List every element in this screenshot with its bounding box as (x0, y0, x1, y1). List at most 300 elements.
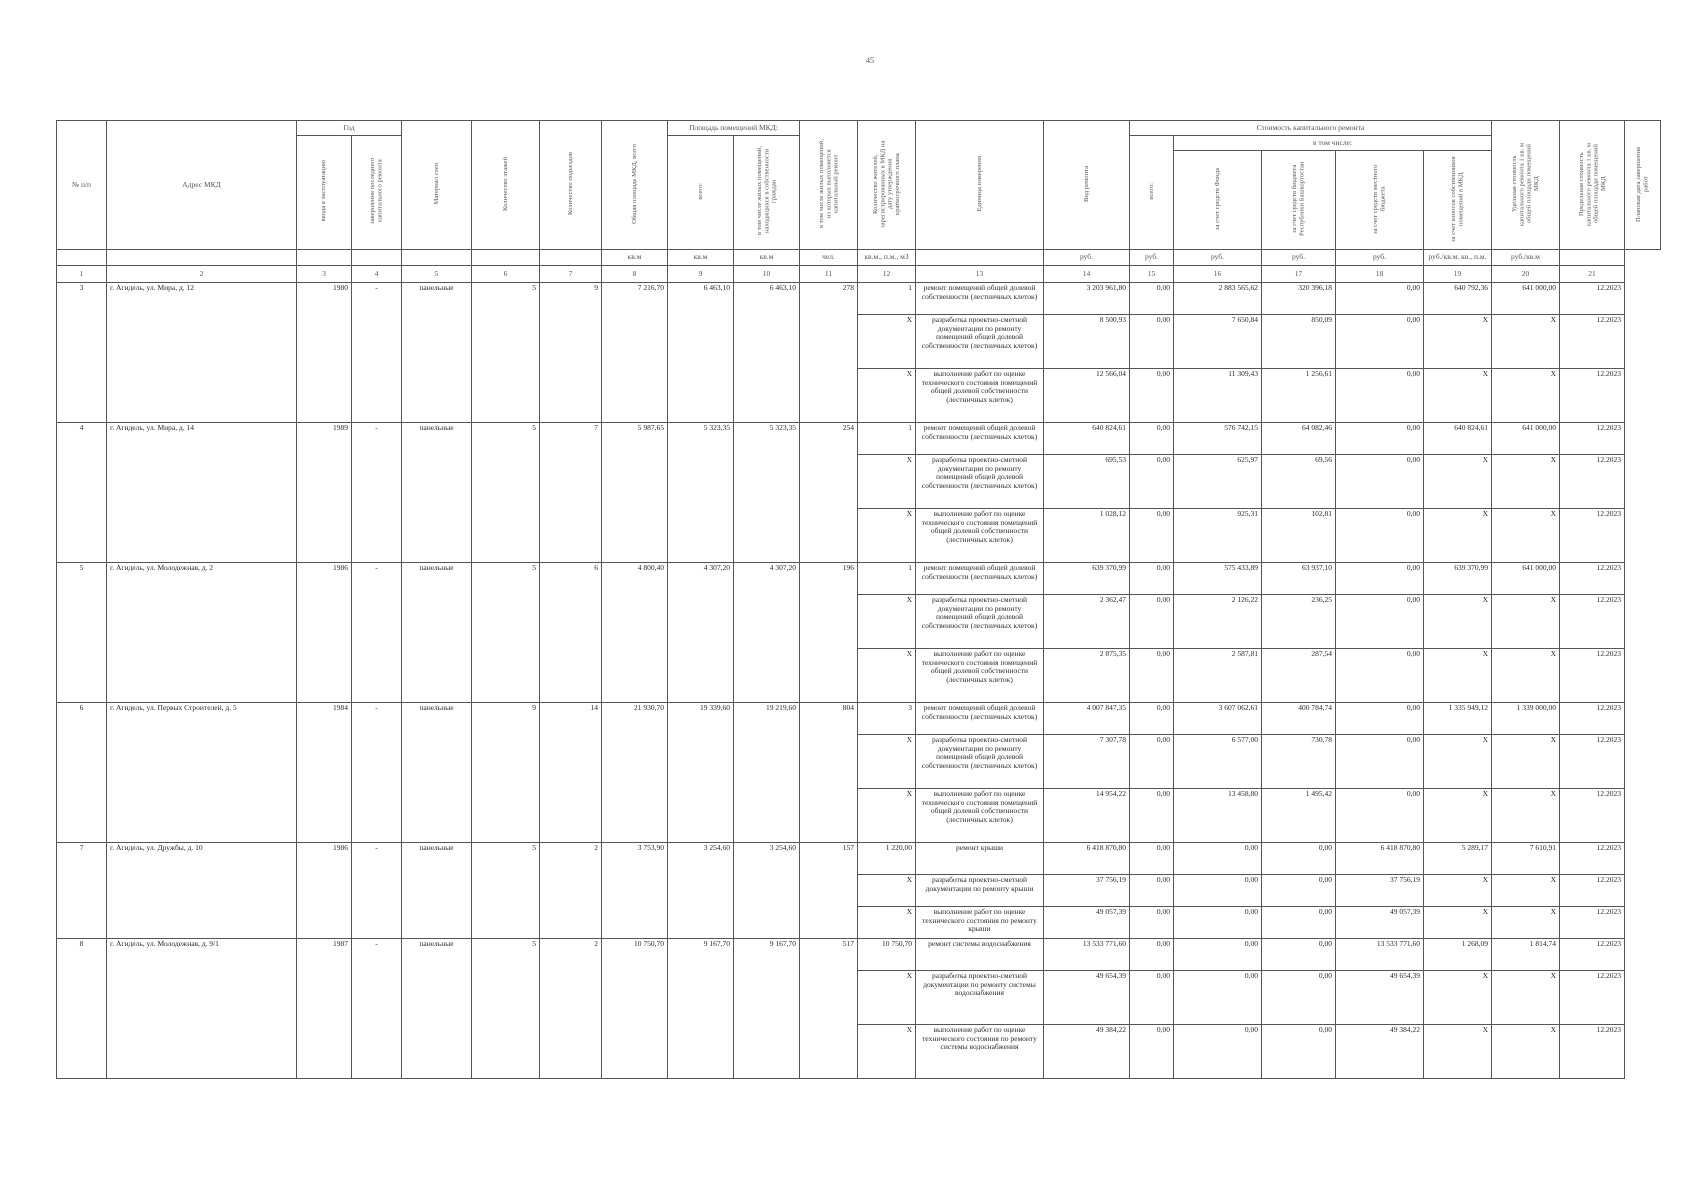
work-measure: 3 (858, 703, 916, 735)
column-number: 3 (297, 266, 352, 283)
cost-total: 4 007 847,35 (1044, 703, 1130, 735)
cost-owners: 49 057,39 (1336, 907, 1424, 939)
unit-cost: 1 268,09 (1424, 939, 1492, 971)
work-measure: X (858, 315, 916, 369)
cost-fund: 0,00 (1130, 315, 1174, 369)
column-number: 14 (1044, 266, 1130, 283)
max-cost: X (1492, 649, 1560, 703)
header-year-group: Год (297, 121, 402, 136)
premises-area: 3 254,60 (668, 843, 734, 939)
cost-local: 0,00 (1262, 1025, 1336, 1079)
header-address: Адрес МКД (107, 121, 297, 250)
work-kind: разработка проектно-сметной документации по ремонту помещений общей долевой собственности (лестничных клеток) (916, 735, 1044, 789)
cost-fund: 0,00 (1130, 649, 1174, 703)
cost-owners: 49 384,22 (1336, 1025, 1424, 1079)
cost-fund: 0,00 (1130, 875, 1174, 907)
cost-fund: 0,00 (1130, 789, 1174, 843)
building-address: г. Агидель, ул. Дружбы, д. 10 (107, 843, 297, 939)
cost-total: 7 307,78 (1044, 735, 1130, 789)
max-cost: 7 610,91 (1492, 843, 1560, 875)
floors-count: 5 (472, 563, 540, 703)
unit-cost: X (1424, 455, 1492, 509)
work-measure: 1 (858, 423, 916, 455)
cost-fund: 0,00 (1130, 1025, 1174, 1079)
cost-total: 639 370,99 (1044, 563, 1130, 595)
unit-cost: X (1424, 315, 1492, 369)
deadline-date: 12.2023 (1560, 455, 1625, 509)
residents-count: 278 (800, 283, 858, 423)
max-cost: X (1492, 789, 1560, 843)
building-address: г. Агидель, ул. Молодежная, д. 2 (107, 563, 297, 703)
cost-owners: 0,00 (1336, 789, 1424, 843)
cost-total: 14 954,22 (1044, 789, 1130, 843)
column-number: 7 (540, 266, 602, 283)
residential-area: 3 254,60 (734, 843, 800, 939)
cost-fund: 0,00 (1130, 563, 1174, 595)
entrances-count: 2 (540, 843, 602, 939)
entrances-count: 9 (540, 283, 602, 423)
deadline-date: 12.2023 (1560, 509, 1625, 563)
premises-area: 5 323,35 (668, 423, 734, 563)
deadline-date: 12.2023 (1560, 971, 1625, 1025)
cost-total: 8 500,93 (1044, 315, 1130, 369)
unit-cost: 639 370,99 (1424, 563, 1492, 595)
cost-republic: 0,00 (1174, 843, 1262, 875)
work-measure: X (858, 455, 916, 509)
total-area: 5 987,65 (602, 423, 668, 563)
work-measure: 1 220,00 (858, 843, 916, 875)
wall-material: панельные (402, 843, 472, 939)
unit-cell: руб. (1262, 250, 1336, 266)
work-measure: X (858, 971, 916, 1025)
work-measure: X (858, 875, 916, 907)
unit-cost: X (1424, 649, 1492, 703)
max-cost: X (1492, 595, 1560, 649)
column-number: 13 (916, 266, 1044, 283)
unit-cell: кв.м (602, 250, 668, 266)
work-kind: выполнение работ по оценке технического состояния помещений общей долевой собственности (лестничных клеток) (916, 789, 1044, 843)
cost-total: 640 824,61 (1044, 423, 1130, 455)
header-area-residents: в том числе жилых помещений, находящихся в собственности граждан (734, 136, 800, 250)
total-area: 7 216,70 (602, 283, 668, 423)
work-measure: X (858, 649, 916, 703)
cost-local: 0,00 (1262, 939, 1336, 971)
cost-local: 0,00 (1262, 971, 1336, 1025)
unit-cost: X (1424, 509, 1492, 563)
unit-cell: руб. (1174, 250, 1262, 266)
cost-owners: 6 418 870,80 (1336, 843, 1424, 875)
deadline-date: 12.2023 (1560, 315, 1625, 369)
building-number: 7 (57, 843, 107, 939)
work-kind: выполнение работ по оценке технического состояния по ремонту системы водоснабжения (916, 1025, 1044, 1079)
column-number: 21 (1560, 266, 1625, 283)
cost-republic: 625,97 (1174, 455, 1262, 509)
cost-republic: 575 433,89 (1174, 563, 1262, 595)
wall-material: панельные (402, 563, 472, 703)
unit-cost: 5 289,17 (1424, 843, 1492, 875)
residents-count: 196 (800, 563, 858, 703)
column-number: 11 (800, 266, 858, 283)
unit-cost: X (1424, 907, 1492, 939)
header-total-area: Общая площадь МКД, всего (602, 121, 668, 250)
header-year-repair: завершения последнего капитального ремонта (352, 136, 402, 250)
cost-total: 13 533 771,60 (1044, 939, 1130, 971)
cost-fund: 0,00 (1130, 283, 1174, 315)
year-repair: - (352, 563, 402, 703)
header-residents: Количество жителей, зарегистрированных в МКД на дату утверждения краткосрочного плана (858, 121, 916, 250)
cost-local: 0,00 (1262, 907, 1336, 939)
cost-fund: 0,00 (1130, 907, 1174, 939)
cost-republic: 2 126,22 (1174, 595, 1262, 649)
work-kind: ремонт системы водоснабжения (916, 939, 1044, 971)
cost-total: 12 566,04 (1044, 369, 1130, 423)
max-cost: X (1492, 735, 1560, 789)
header-cost-republic: за счет средств бюджета Республики Башкортостан (1262, 151, 1336, 250)
unit-cell: чел. (800, 250, 858, 266)
cost-owners: 0,00 (1336, 735, 1424, 789)
cost-total: 2 362,47 (1044, 595, 1130, 649)
cost-local: 320 396,18 (1262, 283, 1336, 315)
total-area: 4 800,40 (602, 563, 668, 703)
premises-area: 19 339,60 (668, 703, 734, 843)
repair-plan-table (56, 120, 1661, 1079)
premises-area: 6 463,10 (668, 283, 734, 423)
header-measure: Единица измерения (916, 121, 1044, 250)
cost-republic: 3 607 062,61 (1174, 703, 1262, 735)
cost-owners: 0,00 (1336, 369, 1424, 423)
header-entrances: Количество подъездов (540, 121, 602, 250)
max-cost: X (1492, 369, 1560, 423)
cost-owners: 0,00 (1336, 283, 1424, 315)
header-year-built: ввода в эксплуатацию (297, 136, 352, 250)
year-repair: - (352, 283, 402, 423)
cost-republic: 925,31 (1174, 509, 1262, 563)
cost-local: 63 937,10 (1262, 563, 1336, 595)
cost-fund: 0,00 (1130, 735, 1174, 789)
work-kind: ремонт помещений общей долевой собственности (лестничных клеток) (916, 283, 1044, 315)
cost-republic: 7 650,84 (1174, 315, 1262, 369)
deadline-date: 12.2023 (1560, 283, 1625, 315)
building-address: г. Агидель, ул. Первых Строителей, д. 5 (107, 703, 297, 843)
cost-owners: 0,00 (1336, 455, 1424, 509)
column-number: 16 (1174, 266, 1262, 283)
cost-republic: 576 742,15 (1174, 423, 1262, 455)
floors-count: 5 (472, 939, 540, 1079)
max-cost: X (1492, 1025, 1560, 1079)
unit-cost: 640 824,61 (1424, 423, 1492, 455)
cost-total: 695,53 (1044, 455, 1130, 509)
work-measure: X (858, 595, 916, 649)
header-cost-total: всего: (1130, 136, 1174, 250)
deadline-date: 12.2023 (1560, 735, 1625, 789)
header-floors: Количество этажей (472, 121, 540, 250)
column-number: 20 (1492, 266, 1560, 283)
table-header (57, 121, 1661, 283)
work-measure: X (858, 907, 916, 939)
cost-owners: 49 654,39 (1336, 971, 1424, 1025)
table-row (57, 423, 1661, 455)
unit-cell: кв.м (668, 250, 734, 266)
entrances-count: 7 (540, 423, 602, 563)
column-number: 15 (1130, 266, 1174, 283)
building-address: г. Агидель, ул. Молодежная, д. 9/1 (107, 939, 297, 1079)
cost-local: 0,00 (1262, 843, 1336, 875)
max-cost: X (1492, 971, 1560, 1025)
unit-cell: кв.м (734, 250, 800, 266)
unit-cost: X (1424, 735, 1492, 789)
cost-fund: 0,00 (1130, 509, 1174, 563)
max-cost: 641 000,00 (1492, 283, 1560, 315)
deadline-date: 12.2023 (1560, 939, 1625, 971)
work-measure: X (858, 369, 916, 423)
cost-republic: 0,00 (1174, 939, 1262, 971)
work-kind: разработка проектно-сметной документации по ремонту крыши (916, 875, 1044, 907)
column-number: 19 (1424, 266, 1492, 283)
column-number: 1 (57, 266, 107, 283)
floors-count: 9 (472, 703, 540, 843)
cost-local: 730,78 (1262, 735, 1336, 789)
work-kind: разработка проектно-сметной документации по ремонту системы водоснабжения (916, 971, 1044, 1025)
residential-area: 4 307,20 (734, 563, 800, 703)
year-built: 1980 (297, 283, 352, 423)
cost-fund: 0,00 (1130, 939, 1174, 971)
units-row (57, 250, 1661, 266)
year-built: 1989 (297, 423, 352, 563)
building-address: г. Агидель, ул. Мира, д. 14 (107, 423, 297, 563)
header-walls: Материал стен (402, 121, 472, 250)
work-kind: выполнение работ по оценке технического состояния помещений общей долевой собственности (лестничных клеток) (916, 509, 1044, 563)
deadline-date: 12.2023 (1560, 703, 1625, 735)
cost-local: 1 256,61 (1262, 369, 1336, 423)
column-number: 10 (734, 266, 800, 283)
cost-local: 0,00 (1262, 875, 1336, 907)
wall-material: панельные (402, 423, 472, 563)
unit-cost: X (1424, 789, 1492, 843)
year-repair: - (352, 423, 402, 563)
work-kind: ремонт крыши (916, 843, 1044, 875)
cost-local: 400 784,74 (1262, 703, 1336, 735)
cost-total: 37 756,19 (1044, 875, 1130, 907)
table-row (57, 283, 1661, 315)
cost-total: 49 384,22 (1044, 1025, 1130, 1079)
cost-local: 287,54 (1262, 649, 1336, 703)
floors-count: 5 (472, 283, 540, 423)
cost-fund: 0,00 (1130, 843, 1174, 875)
cost-total: 2 875,35 (1044, 649, 1130, 703)
column-numbers-row (57, 266, 1661, 283)
cost-total: 1 028,12 (1044, 509, 1130, 563)
deadline-date: 12.2023 (1560, 1025, 1625, 1079)
deadline-date: 12.2023 (1560, 789, 1625, 843)
unit-cell: руб. (1044, 250, 1130, 266)
column-number: 12 (858, 266, 916, 283)
column-number: 8 (602, 266, 668, 283)
cost-owners: 0,00 (1336, 509, 1424, 563)
cost-total: 6 418 870,80 (1044, 843, 1130, 875)
cost-local: 102,81 (1262, 509, 1336, 563)
year-built: 1984 (297, 703, 352, 843)
work-measure: X (858, 735, 916, 789)
cost-republic: 0,00 (1174, 875, 1262, 907)
floors-count: 5 (472, 423, 540, 563)
cost-fund: 0,00 (1130, 423, 1174, 455)
cost-local: 69,56 (1262, 455, 1336, 509)
cost-local: 850,09 (1262, 315, 1336, 369)
column-number: 6 (472, 266, 540, 283)
work-kind: ремонт помещений общей долевой собственности (лестничных клеток) (916, 423, 1044, 455)
max-cost: 1 339 000,00 (1492, 703, 1560, 735)
header-max-cost: Предельная стоимость капитального ремонта 1 кв. м общей площади помещений МКД (1560, 121, 1625, 250)
header-including-group: в том числе: (1174, 136, 1492, 151)
deadline-date: 12.2023 (1560, 563, 1625, 595)
unit-cost: 1 335 949,12 (1424, 703, 1492, 735)
wall-material: панельные (402, 939, 472, 1079)
cost-owners: 0,00 (1336, 423, 1424, 455)
max-cost: X (1492, 907, 1560, 939)
cost-owners: 0,00 (1336, 649, 1424, 703)
total-area: 3 753,90 (602, 843, 668, 939)
cost-local: 1 495,42 (1262, 789, 1336, 843)
unit-cell: кв.м., п.м., м3 (858, 250, 916, 266)
year-built: 1987 (297, 939, 352, 1079)
work-kind: разработка проектно-сметной документации по ремонту помещений общей долевой собственности (лестничных клеток) (916, 595, 1044, 649)
entrances-count: 14 (540, 703, 602, 843)
residential-area: 5 323,35 (734, 423, 800, 563)
work-measure: X (858, 1025, 916, 1079)
work-kind: ремонт помещений общей долевой собственности (лестничных клеток) (916, 703, 1044, 735)
column-number: 5 (402, 266, 472, 283)
max-cost: X (1492, 875, 1560, 907)
cost-local: 64 082,46 (1262, 423, 1336, 455)
year-built: 1986 (297, 843, 352, 939)
cost-fund: 0,00 (1130, 595, 1174, 649)
deadline-date: 12.2023 (1560, 595, 1625, 649)
wall-material: панельные (402, 283, 472, 423)
max-cost: X (1492, 455, 1560, 509)
cost-owners: 0,00 (1336, 563, 1424, 595)
cost-fund: 0,00 (1130, 369, 1174, 423)
cost-owners: 0,00 (1336, 315, 1424, 369)
header-cost-fund: за счет средств Фонда (1174, 151, 1262, 250)
deadline-date: 12.2023 (1560, 907, 1625, 939)
column-number: 18 (1336, 266, 1424, 283)
deadline-date: 12.2023 (1560, 423, 1625, 455)
premises-area: 9 167,70 (668, 939, 734, 1079)
max-cost: 1 814,74 (1492, 939, 1560, 971)
unit-cell: руб./кв.м. кв., п.м. (1424, 250, 1492, 266)
cost-owners: 37 756,19 (1336, 875, 1424, 907)
work-measure: X (858, 509, 916, 563)
building-number: 3 (57, 283, 107, 423)
entrances-count: 6 (540, 563, 602, 703)
work-kind: выполнение работ по оценке технического состояния помещений общей долевой собственности (лестничных клеток) (916, 369, 1044, 423)
column-number: 2 (107, 266, 297, 283)
deadline-date: 12.2023 (1560, 369, 1625, 423)
building-address: г. Агидель, ул. Мира, д. 12 (107, 283, 297, 423)
header-cost-owners: за счет взносов собственников помещений в МКД (1424, 151, 1492, 250)
work-measure: 1 (858, 563, 916, 595)
table-row (57, 843, 1661, 875)
cost-owners: 0,00 (1336, 703, 1424, 735)
unit-cost: X (1424, 875, 1492, 907)
residents-count: 804 (800, 703, 858, 843)
cost-total: 49 057,39 (1044, 907, 1130, 939)
cost-republic: 0,00 (1174, 907, 1262, 939)
work-kind: выполнение работ по оценке технического состояния помещений общей долевой собственности (лестничных клеток) (916, 649, 1044, 703)
cost-total: 49 654,39 (1044, 971, 1130, 1025)
work-measure: 1 (858, 283, 916, 315)
total-area: 21 930,70 (602, 703, 668, 843)
unit-cost: X (1424, 369, 1492, 423)
residents-count: 254 (800, 423, 858, 563)
cost-total: 3 203 961,80 (1044, 283, 1130, 315)
deadline-date: 12.2023 (1560, 843, 1625, 875)
work-kind: разработка проектно-сметной документации по ремонту помещений общей долевой собственности (лестничных клеток) (916, 315, 1044, 369)
header-unit-cost: Удельная стоимость капитального ремонта 1 кв. м общей площади помещений МКД (1492, 121, 1560, 250)
wall-material: панельные (402, 703, 472, 843)
unit-cost: X (1424, 1025, 1492, 1079)
unit-cost: X (1424, 971, 1492, 1025)
table-row (57, 939, 1661, 971)
year-repair: - (352, 703, 402, 843)
deadline-date: 12.2023 (1560, 875, 1625, 907)
residential-area: 19 219,60 (734, 703, 800, 843)
cost-fund: 0,00 (1130, 703, 1174, 735)
year-repair: - (352, 939, 402, 1079)
work-kind: выполнение работ по оценке технического состояния по ремонту крыши (916, 907, 1044, 939)
year-repair: - (352, 843, 402, 939)
cost-republic: 2 883 565,62 (1174, 283, 1262, 315)
cost-local: 236,25 (1262, 595, 1336, 649)
total-area: 10 750,70 (602, 939, 668, 1079)
header-repair-type: Вид ремонта (1044, 121, 1130, 250)
page-number: 45 (866, 56, 874, 65)
premises-area: 4 307,20 (668, 563, 734, 703)
header-cost-group: Стоимость капитального ремонта (1130, 121, 1492, 136)
cost-republic: 0,00 (1174, 1025, 1262, 1079)
cost-republic: 13 458,80 (1174, 789, 1262, 843)
header-area-all: всего: (668, 136, 734, 250)
cost-republic: 2 587,81 (1174, 649, 1262, 703)
table-body (57, 283, 1661, 1079)
column-number: 9 (668, 266, 734, 283)
building-number: 4 (57, 423, 107, 563)
column-number: 4 (352, 266, 402, 283)
building-number: 8 (57, 939, 107, 1079)
cost-fund: 0,00 (1130, 455, 1174, 509)
table-row (57, 563, 1661, 595)
unit-cost: 640 792,36 (1424, 283, 1492, 315)
building-number: 5 (57, 563, 107, 703)
max-cost: X (1492, 509, 1560, 563)
building-number: 6 (57, 703, 107, 843)
floors-count: 5 (472, 843, 540, 939)
work-kind: разработка проектно-сметной документации по ремонту помещений общей долевой собственности (лестничных клеток) (916, 455, 1044, 509)
unit-cell: руб./кв.м (1492, 250, 1560, 266)
cost-republic: 6 577,00 (1174, 735, 1262, 789)
deadline-date: 12.2023 (1560, 649, 1625, 703)
header-area-residential: в том числе жилых помещений, из которых выполняется капитальный ремонт (800, 121, 858, 250)
cost-fund: 0,00 (1130, 971, 1174, 1025)
cost-republic: 0,00 (1174, 971, 1262, 1025)
header-deadline: Плановая дата завершения работ (1625, 121, 1661, 250)
year-built: 1986 (297, 563, 352, 703)
unit-cost: X (1424, 595, 1492, 649)
entrances-count: 2 (540, 939, 602, 1079)
max-cost: X (1492, 315, 1560, 369)
max-cost: 641 000,00 (1492, 423, 1560, 455)
header-num: № п/п (57, 121, 107, 250)
